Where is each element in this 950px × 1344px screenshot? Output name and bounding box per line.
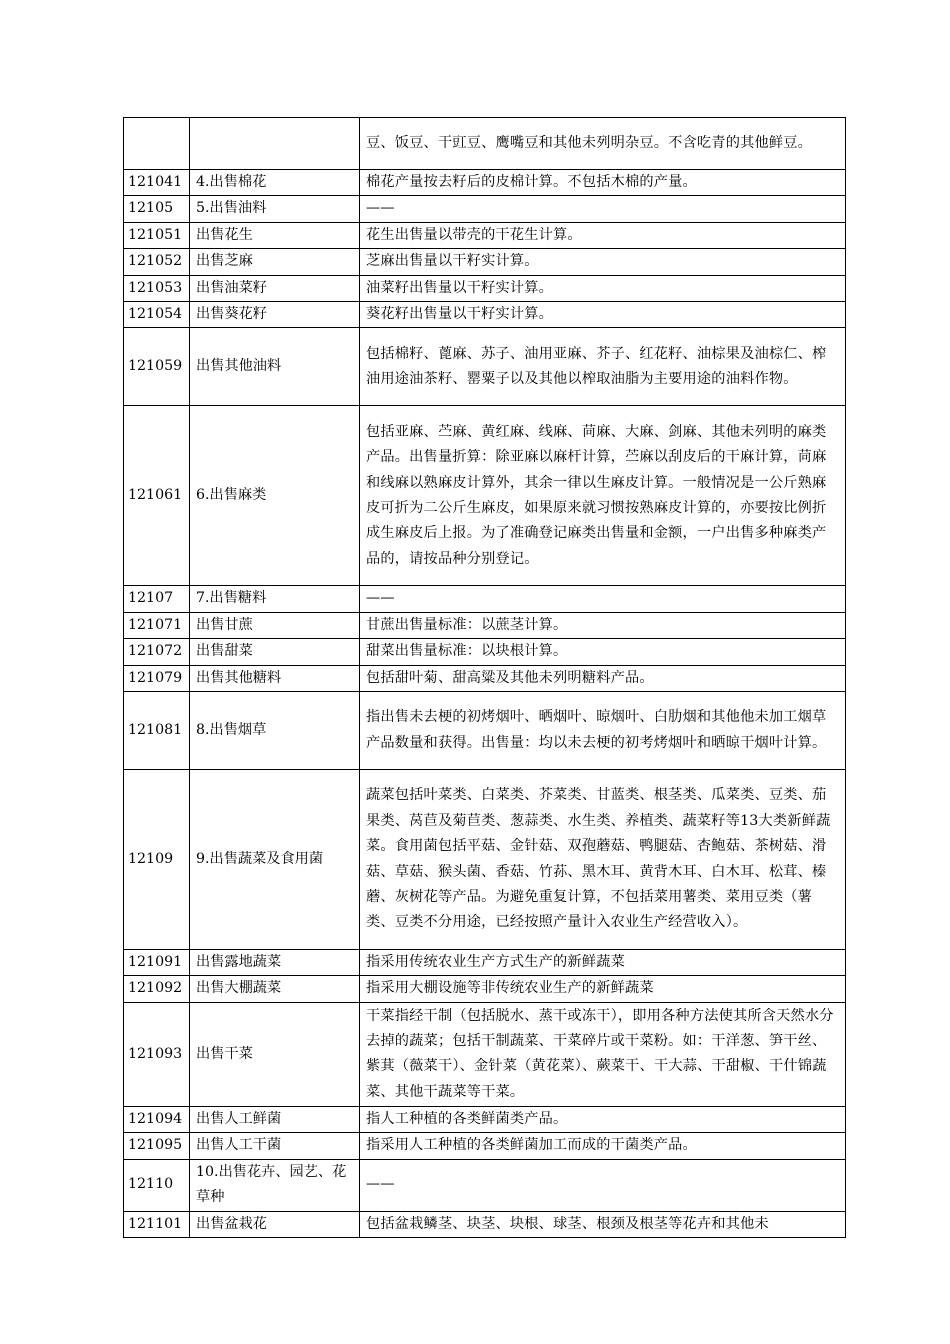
description-cell: 包括亚麻、苎麻、黄红麻、线麻、苘麻、大麻、剑麻、其他未列明的麻类产品。出售量折算：除亚麻以麻杆计算，苎麻以刮皮后的干麻计算，苘麻和线麻以熟麻皮计算外，其余一律以生麻皮计算。一般情况是一公斤熟麻皮可折为二公斤生麻皮，如果原来就习惯按熟麻皮计算的，亦要按比例折成生麻皮后上报。为了准确登记麻类出售量和金额，一户出售多种麻类产品的，请按品种分别登记。 — [360, 406, 846, 586]
code-cell: 121091 — [124, 950, 190, 976]
description-cell: 棉花产量按去籽后的皮棉计算。不包括木棉的产量。 — [360, 170, 846, 196]
description-cell: 葵花籽出售量以干籽实计算。 — [360, 302, 846, 328]
item-cell: 6.出售麻类 — [190, 406, 360, 586]
description-cell: 包括盆栽鳞茎、块茎、块根、球茎、根颈及根茎等花卉和其他未 — [360, 1211, 846, 1237]
code-cell: 121054 — [124, 302, 190, 328]
table-row — [124, 118, 846, 170]
item-cell: 出售芝麻 — [190, 249, 360, 275]
item-cell: 出售葵花籽 — [190, 302, 360, 328]
code-cell: 12110 — [124, 1159, 190, 1211]
item-cell: 7.出售糖料 — [190, 586, 360, 612]
table-row — [124, 770, 846, 950]
item-cell: 出售油菜籽 — [190, 275, 360, 301]
table-row — [124, 639, 846, 665]
item-cell: 10.出售花卉、园艺、花草种 — [190, 1159, 360, 1211]
description-cell: —— — [360, 196, 846, 222]
item-cell: 出售人工鲜菌 — [190, 1106, 360, 1132]
table-row — [124, 249, 846, 275]
description-cell: 花生出售量以带壳的干花生计算。 — [360, 222, 846, 248]
table-row — [124, 612, 846, 638]
code-cell: 121061 — [124, 406, 190, 586]
description-cell: 蔬菜包括叶菜类、白菜类、芥菜类、甘蓝类、根茎类、瓜菜类、豆类、茄果类、莴苣及菊苣类、葱蒜类、水生类、养植类、蔬菜籽等13大类新鲜蔬菜。食用菌包括平菇、金针菇、双孢蘑菇、鸭腿菇、杏鲍菇、茶树菇、滑菇、草菇、猴头菌、香菇、竹荪、黑木耳、黄背木耳、白木耳、松茸、榛蘑、灰树花等产品。为避免重复计算，不包括菜用薯类、菜用豆类（薯类、豆类不分用途，已经按照产量计入农业生产经营收入）。 — [360, 770, 846, 950]
code-cell: 121053 — [124, 275, 190, 301]
description-cell: 干菜指经干制（包括脱水、蒸干或冻干），即用各种方法使其所含天然水分去掉的蔬菜；包括干制蔬菜、干菜碎片或干菜粉。如：干洋葱、笋干丝、紫萁（薇菜干）、金针菜（黄花菜）、蕨菜干、干大蒜、干甜椒、干什锦蔬菜、其他干蔬菜等干菜。 — [360, 1002, 846, 1106]
code-cell: 121092 — [124, 976, 190, 1002]
item-cell: 5.出售油料 — [190, 196, 360, 222]
table-row — [124, 170, 846, 196]
table-row — [124, 1106, 846, 1132]
table-row — [124, 1133, 846, 1159]
item-cell: 8.出售烟草 — [190, 692, 360, 770]
item-cell: 9.出售蔬菜及食用菌 — [190, 770, 360, 950]
table-row — [124, 196, 846, 222]
item-cell: 出售人工干菌 — [190, 1133, 360, 1159]
description-cell: 甘蔗出售量标准：以蔗茎计算。 — [360, 612, 846, 638]
classification-table — [123, 117, 846, 1238]
code-cell: 121095 — [124, 1133, 190, 1159]
code-cell: 121051 — [124, 222, 190, 248]
code-cell: 121094 — [124, 1106, 190, 1132]
code-cell: 121071 — [124, 612, 190, 638]
description-cell: 包括棉籽、蓖麻、苏子、油用亚麻、芥子、红花籽、油棕果及油棕仁、榨油用途油茶籽、罂粟子以及其他以榨取油脂为主要用途的油料作物。 — [360, 328, 846, 406]
item-cell: 出售花生 — [190, 222, 360, 248]
item-cell: 出售其他糖料 — [190, 665, 360, 691]
description-cell: 豆、饭豆、干豇豆、鹰嘴豆和其他未列明杂豆。不含吃青的其他鲜豆。 — [360, 118, 846, 170]
table-row — [124, 1159, 846, 1211]
code-cell: 12105 — [124, 196, 190, 222]
item-cell: 出售甘蔗 — [190, 612, 360, 638]
description-cell: 指出售未去梗的初烤烟叶、晒烟叶、晾烟叶、白肋烟和其他他未加工烟草产品数量和获得。出售量：均以未去梗的初考烤烟叶和晒晾干烟叶计算。 — [360, 692, 846, 770]
code-cell: 121072 — [124, 639, 190, 665]
description-cell: —— — [360, 1159, 846, 1211]
code-cell: 121079 — [124, 665, 190, 691]
item-cell: 4.出售棉花 — [190, 170, 360, 196]
description-cell: 指采用传统农业生产方式生产的新鲜蔬菜 — [360, 950, 846, 976]
description-cell: 油菜籽出售量以干籽实计算。 — [360, 275, 846, 301]
code-cell: 121052 — [124, 249, 190, 275]
description-cell: —— — [360, 586, 846, 612]
item-cell: 出售盆栽花 — [190, 1211, 360, 1237]
description-cell: 包括甜叶菊、甜高粱及其他未列明糖料产品。 — [360, 665, 846, 691]
description-cell: 甜菜出售量标准：以块根计算。 — [360, 639, 846, 665]
table-row — [124, 302, 846, 328]
description-cell: 指采用大棚设施等非传统农业生产的新鲜蔬菜 — [360, 976, 846, 1002]
description-cell: 指采用人工种植的各类鲜菌加工而成的干菌类产品。 — [360, 1133, 846, 1159]
item-cell: 出售大棚蔬菜 — [190, 976, 360, 1002]
table-row — [124, 950, 846, 976]
table-row — [124, 586, 846, 612]
code-cell: 121059 — [124, 328, 190, 406]
item-cell: 出售其他油料 — [190, 328, 360, 406]
code-cell: 121041 — [124, 170, 190, 196]
table-row — [124, 275, 846, 301]
item-cell: 出售甜菜 — [190, 639, 360, 665]
description-cell: 芝麻出售量以干籽实计算。 — [360, 249, 846, 275]
code-cell: 121101 — [124, 1211, 190, 1237]
table-row — [124, 328, 846, 406]
table-row — [124, 222, 846, 248]
code-cell — [124, 118, 190, 170]
table-row — [124, 1211, 846, 1237]
item-cell: 出售干菜 — [190, 1002, 360, 1106]
table-row — [124, 692, 846, 770]
table-row — [124, 1002, 846, 1106]
code-cell: 12109 — [124, 770, 190, 950]
item-cell: 出售露地蔬菜 — [190, 950, 360, 976]
description-cell: 指人工种植的各类鲜菌类产品。 — [360, 1106, 846, 1132]
table-row — [124, 665, 846, 691]
table-row — [124, 406, 846, 586]
code-cell: 121081 — [124, 692, 190, 770]
code-cell: 121093 — [124, 1002, 190, 1106]
table-row — [124, 976, 846, 1002]
code-cell: 12107 — [124, 586, 190, 612]
item-cell — [190, 118, 360, 170]
